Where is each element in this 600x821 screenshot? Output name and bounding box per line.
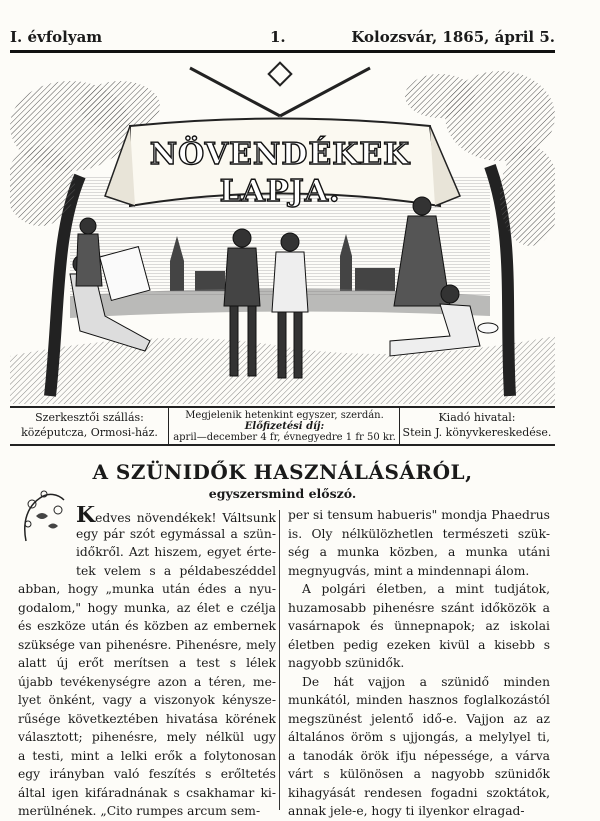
text-line: által igen kifáradnának s csakhamar ki-	[18, 785, 276, 800]
text-line: időkről. Azt hiszem, egyet érte-	[76, 545, 276, 559]
masthead-illustration	[10, 56, 555, 404]
publisher-name: Stein J. könyvkereskedése.	[402, 426, 552, 439]
text-line: merülnének. „Cito rumpes arcum sem-	[18, 804, 261, 818]
masthead-rule	[10, 50, 555, 53]
column-divider	[279, 510, 280, 810]
price-label: Előfizetési díj:	[244, 421, 325, 432]
subscription-info	[172, 410, 397, 443]
text-line: tek velem s a példabeszéddel	[76, 563, 276, 578]
masthead-topline	[10, 28, 555, 50]
editor-address: középutcza, Ormosi-ház.	[21, 426, 158, 439]
text-line: alatt új erőt merítsen a test s lélek	[18, 656, 276, 670]
drop-cap-continuation: edves növendékek! Váltsunk	[95, 511, 276, 525]
article-column-right	[288, 506, 550, 821]
text-line: általános öröm s ujjongás, a melylyel ti,	[288, 730, 550, 744]
text-line: annak jele-e, hogy ti ilyenkor elragad-	[288, 804, 525, 818]
text-line: rűsége következtében hivatása körének	[18, 711, 276, 726]
text-line: lyet önként, vagy a viszonyok kénysze-	[18, 693, 276, 707]
text-line: nagyobb szünidők.	[288, 656, 405, 670]
text-line: választott; pihenésre, mely nélkül ugy	[18, 730, 276, 744]
text-line: egy pár szót egymással a szün-	[76, 526, 276, 541]
text-line	[18, 506, 276, 525]
article-title: A SZÜNIDŐK HASZNÁLÁSÁRÓL,	[92, 460, 473, 484]
info-divider	[168, 408, 169, 444]
text-line: várt s különösen a nagyobb szünidők	[288, 767, 550, 781]
price-text: april—december 4 fr, évnegyedre 1 fr 50 kr.	[173, 432, 396, 443]
text-line: ség a munka közben, a munka utáni	[288, 545, 550, 559]
editor-label: Szerkesztői szállás:	[35, 411, 144, 424]
issue-date: Kolozsvár, 1865, ápril 5.	[351, 28, 555, 46]
text-line: per si tensum habueris" mondja Phaedrus	[288, 508, 550, 522]
text-line: huzamosabb pihenésre szánt időközök a	[288, 600, 550, 615]
article-subtitle: egyszersmind előszó.	[208, 486, 357, 501]
text-line: megszünést jelentő idő-e. Vajjon az az	[288, 711, 550, 726]
drop-cap: K	[76, 506, 96, 525]
info-divider	[399, 408, 400, 444]
publisher-info	[402, 410, 552, 440]
banner-title-line1: NÖVENDÉKEK	[149, 137, 411, 172]
issue-number: 1.	[270, 28, 286, 46]
info-bar	[10, 406, 555, 446]
article-column-left	[18, 506, 276, 821]
text-line: a tanodák örök ifju népessége, a várva	[288, 748, 550, 763]
text-line: kihagyását rendesen fogadni szoktátok,	[288, 785, 550, 800]
text-line: szüksége van pihenésre. Pihenésre, mely	[18, 637, 276, 652]
text-line: újabb tevékenységre azon a téren, me-	[18, 674, 276, 689]
text-line: életben pedig ezeken kivül a kisebb s	[288, 637, 550, 652]
text-line: De hát vajjon a szünidő minden	[302, 674, 550, 689]
text-line: abban, hogy „munka után édes a nyu-	[18, 582, 276, 596]
text-line: vasárnapok és ünnepnapok; az iskolai	[288, 619, 550, 633]
text-line: is. Oly nélkülözhetlen természeti szük-	[288, 526, 550, 541]
issue-frequency: Megjelenik hetenkint egyszer, szerdán.	[185, 410, 384, 421]
editor-info	[12, 410, 167, 440]
text-line: a testi, mint a lelki erők a folytonosan	[18, 748, 276, 763]
banner-title-line2: LAPJA.	[219, 174, 341, 209]
publisher-label: Kiadó hivatal:	[438, 411, 516, 424]
text-line: egy irányban való feszítés s erőltetés	[18, 767, 276, 781]
text-line: godalom," hogy munka, az élet e czélja	[18, 600, 276, 615]
text-line: A polgári életben, a mint tudjátok,	[302, 582, 550, 596]
text-line: munkától, minden hasznos foglalkozástól	[288, 693, 550, 707]
text-line: megnyugvás, mint a mindennapi álom.	[288, 563, 530, 578]
text-line: és eszköze után és közben az embernek	[18, 619, 276, 633]
volume-label: I. évfolyam	[10, 28, 103, 46]
